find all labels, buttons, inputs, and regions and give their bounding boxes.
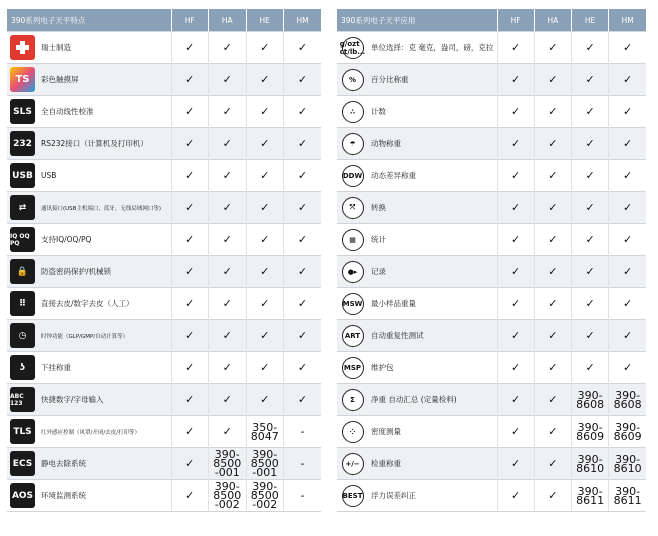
- counting-icon: [340, 99, 365, 124]
- check-mark: ✓: [209, 320, 247, 352]
- availability-cell: -: [284, 416, 322, 448]
- density-icon: [340, 419, 365, 444]
- check-mark: ✓: [284, 64, 322, 96]
- feature-label: 净重 自动汇总 (定量检料): [371, 395, 457, 404]
- feature-label: 红外感应控制（风罩/开闭/去皮/打印等）: [41, 429, 141, 436]
- check-mark: ✓: [534, 256, 571, 288]
- check-mark: ✓: [246, 352, 284, 384]
- sigma-icon: [340, 387, 365, 412]
- check-mark: ✓: [609, 224, 646, 256]
- check-mark: ✓: [246, 224, 284, 256]
- animal-icon-glyph: ☂: [342, 133, 364, 155]
- check-mark: ✓: [534, 192, 571, 224]
- feature-cell: [337, 384, 497, 416]
- units-icon: [340, 35, 365, 60]
- feature-label: 支持IQ/OQ/PQ: [41, 235, 92, 244]
- table-row: [7, 32, 321, 64]
- table-row: [7, 64, 321, 96]
- check-mark: ✓: [171, 448, 209, 480]
- check-mark: ✓: [497, 160, 534, 192]
- alphanumeric-icon: ABC 123: [10, 387, 35, 412]
- aos-icon: AOS: [10, 483, 35, 508]
- check-mark: ✓: [171, 480, 209, 512]
- feature-cell: [337, 192, 497, 224]
- ecs-icon: ECS: [10, 451, 35, 476]
- feature-cell: [7, 192, 171, 224]
- check-mark: ✓: [572, 96, 609, 128]
- check-mark: ✓: [534, 352, 571, 384]
- density-icon-glyph: ⁘: [342, 421, 364, 443]
- check-mark: ✓: [246, 128, 284, 160]
- feature-cell: [337, 480, 497, 512]
- check-mark: ✓: [497, 288, 534, 320]
- check-mark: ✓: [284, 256, 322, 288]
- record-icon-glyph: ●▸: [342, 261, 364, 283]
- plus-minus-icon: [340, 451, 365, 476]
- plus-minus-icon-glyph: +/−: [342, 453, 364, 475]
- percent-icon-glyph: %: [342, 69, 364, 91]
- statistics-icon: [340, 227, 365, 252]
- feature-cell: [337, 320, 497, 352]
- feature-cell: [337, 448, 497, 480]
- check-mark: ✓: [534, 64, 571, 96]
- check-mark: ✓: [534, 32, 571, 64]
- convert-icon: [340, 195, 365, 220]
- check-mark: ✓: [171, 192, 209, 224]
- feature-label: 通讯接口(USB主机端口，蓝牙，无线局域网口等): [41, 205, 162, 212]
- feature-cell: [7, 96, 171, 128]
- feature-cell: [7, 384, 171, 416]
- ddw-icon: [340, 163, 365, 188]
- feature-cell: [337, 128, 497, 160]
- availability-cell: 390-8608: [572, 384, 609, 416]
- check-mark: ✓: [534, 448, 571, 480]
- feature-label: RS232接口（计算机及打印机）: [41, 139, 148, 148]
- applications-title: 390系列电子天平应用: [337, 9, 497, 32]
- table-row: [337, 192, 646, 224]
- feature-cell: [337, 352, 497, 384]
- check-mark: ✓: [534, 480, 571, 512]
- check-mark: ✓: [497, 32, 534, 64]
- check-mark: ✓: [209, 192, 247, 224]
- check-mark: ✓: [497, 352, 534, 384]
- features-table: [7, 9, 321, 512]
- check-mark: ✓: [497, 320, 534, 352]
- check-mark: ✓: [284, 32, 322, 64]
- check-mark: ✓: [497, 192, 534, 224]
- table-row: [7, 416, 321, 448]
- check-mark: ✓: [209, 224, 247, 256]
- counting-icon-glyph: ∴: [342, 101, 364, 123]
- feature-label: 单位选择：克 毫克，盎司，磅，克拉: [371, 43, 494, 52]
- feature-cell: [7, 320, 171, 352]
- check-mark: ✓: [209, 128, 247, 160]
- feature-label: 最小样品重量: [371, 299, 416, 308]
- feature-cell: [337, 64, 497, 96]
- availability-cell: 390-8610: [609, 448, 646, 480]
- table-row: [7, 160, 321, 192]
- table-row: [337, 352, 646, 384]
- table-row: [7, 448, 321, 480]
- table-row: [337, 224, 646, 256]
- check-mark: ✓: [609, 256, 646, 288]
- col-ha: HA: [209, 9, 247, 32]
- table-row: [337, 128, 646, 160]
- check-mark: ✓: [209, 256, 247, 288]
- feature-cell: [337, 160, 497, 192]
- col-hf: HF: [497, 9, 534, 32]
- check-mark: ✓: [171, 256, 209, 288]
- check-mark: ✓: [171, 224, 209, 256]
- feature-label: 全自动线性校准: [41, 107, 94, 116]
- best-icon: [340, 483, 365, 508]
- check-mark: ✓: [209, 352, 247, 384]
- feature-cell: [7, 416, 171, 448]
- feature-label: 动态差异称重: [371, 171, 416, 180]
- col-ha: HA: [534, 9, 571, 32]
- feature-cell: [7, 288, 171, 320]
- msw-icon-glyph: MSW: [342, 293, 364, 315]
- check-mark: ✓: [284, 288, 322, 320]
- check-mark: ✓: [609, 288, 646, 320]
- feature-label: 下挂称重: [41, 363, 71, 372]
- feature-label: 动物称重: [371, 139, 401, 148]
- art-icon-glyph: ART: [342, 325, 364, 347]
- msw-icon: [340, 291, 365, 316]
- iq-oq-pq-icon: IQ OQ PQ: [10, 227, 35, 252]
- check-mark: ✓: [534, 96, 571, 128]
- availability-cell: -: [284, 448, 322, 480]
- check-mark: ✓: [534, 224, 571, 256]
- feature-cell: [7, 256, 171, 288]
- check-mark: ✓: [246, 320, 284, 352]
- table-row: [7, 192, 321, 224]
- feature-label: USB: [41, 171, 57, 180]
- check-mark: ✓: [609, 32, 646, 64]
- applications-header-row: [337, 9, 646, 32]
- table-row: [7, 384, 321, 416]
- check-mark: ✓: [534, 416, 571, 448]
- check-mark: ✓: [572, 224, 609, 256]
- check-mark: ✓: [209, 416, 247, 448]
- feature-label: 瑞士制造: [41, 43, 71, 52]
- col-hf: HF: [171, 9, 209, 32]
- table-row: [7, 224, 321, 256]
- check-mark: ✓: [284, 160, 322, 192]
- check-mark: ✓: [246, 192, 284, 224]
- check-mark: ✓: [171, 352, 209, 384]
- feature-label: 密度测量: [371, 427, 401, 436]
- check-mark: ✓: [209, 288, 247, 320]
- check-mark: ✓: [246, 160, 284, 192]
- availability-cell: 390-8500 -002: [209, 480, 247, 512]
- availability-cell: 390-8608: [609, 384, 646, 416]
- check-mark: ✓: [572, 32, 609, 64]
- check-mark: ✓: [534, 384, 571, 416]
- check-mark: ✓: [284, 128, 322, 160]
- check-mark: ✓: [497, 128, 534, 160]
- table-row: [7, 480, 321, 512]
- check-mark: ✓: [572, 192, 609, 224]
- check-mark: ✓: [171, 384, 209, 416]
- check-mark: ✓: [284, 384, 322, 416]
- feature-label: 记录: [371, 267, 386, 276]
- check-mark: ✓: [609, 64, 646, 96]
- table-row: [337, 64, 646, 96]
- keypad-icon: ⠿: [10, 291, 35, 316]
- check-mark: ✓: [609, 192, 646, 224]
- col-hm: HM: [609, 9, 646, 32]
- feature-cell: [7, 32, 171, 64]
- lock-icon: 🔒: [10, 259, 35, 284]
- check-mark: ✓: [572, 320, 609, 352]
- availability-cell: 390-8500 -001: [209, 448, 247, 480]
- check-mark: ✓: [572, 160, 609, 192]
- check-mark: ✓: [572, 352, 609, 384]
- check-mark: ✓: [284, 320, 322, 352]
- check-mark: ✓: [246, 288, 284, 320]
- check-mark: ✓: [246, 384, 284, 416]
- clock-icon: ◷: [10, 323, 35, 348]
- check-mark: ✓: [497, 96, 534, 128]
- table-row: [337, 32, 646, 64]
- check-mark: ✓: [171, 320, 209, 352]
- msp-icon-glyph: MSP: [342, 357, 364, 379]
- usb-icon: USB: [10, 163, 35, 188]
- check-mark: ✓: [246, 32, 284, 64]
- check-mark: ✓: [171, 288, 209, 320]
- check-mark: ✓: [209, 384, 247, 416]
- availability-cell: 390-8611: [609, 480, 646, 512]
- below-hook-icon: ʖ: [10, 355, 35, 380]
- check-mark: ✓: [497, 448, 534, 480]
- feature-cell: [337, 32, 497, 64]
- check-mark: ✓: [171, 416, 209, 448]
- check-mark: ✓: [284, 192, 322, 224]
- feature-label: 检重称重: [371, 459, 401, 468]
- check-mark: ✓: [609, 320, 646, 352]
- best-icon-glyph: BEST: [342, 485, 364, 507]
- art-icon: [340, 323, 365, 348]
- feature-cell: [337, 256, 497, 288]
- availability-cell: 390-8610: [572, 448, 609, 480]
- table-row: [337, 384, 646, 416]
- check-mark: ✓: [609, 352, 646, 384]
- check-mark: ✓: [284, 96, 322, 128]
- feature-label: 百分比称重: [371, 75, 409, 84]
- feature-label: 统计: [371, 235, 386, 244]
- feature-cell: [7, 128, 171, 160]
- availability-cell: -: [284, 480, 322, 512]
- units-icon-glyph: g/ozt ct/lb...: [342, 37, 364, 59]
- check-mark: ✓: [572, 256, 609, 288]
- feature-label: 计数: [371, 107, 386, 116]
- feature-cell: [7, 160, 171, 192]
- animal-icon: [340, 131, 365, 156]
- check-mark: ✓: [209, 32, 247, 64]
- feature-cell: [337, 288, 497, 320]
- table-row: [337, 160, 646, 192]
- check-mark: ✓: [284, 224, 322, 256]
- feature-label: 防盗密码保护/机械锁: [41, 267, 112, 276]
- availability-cell: 390-8611: [572, 480, 609, 512]
- feature-label: 直接去皮/数字去皮（人工）: [41, 299, 134, 308]
- feature-cell: [7, 352, 171, 384]
- availability-cell: 390-8500 -001: [246, 448, 284, 480]
- convert-icon-glyph: ⤲: [342, 197, 364, 219]
- msp-icon: [340, 355, 365, 380]
- sigma-icon-glyph: Σ: [342, 389, 364, 411]
- feature-cell: [337, 416, 497, 448]
- table-row: [7, 256, 321, 288]
- check-mark: ✓: [171, 64, 209, 96]
- features-title: 390系列电子天平特点: [7, 9, 171, 32]
- check-mark: ✓: [572, 64, 609, 96]
- table-row: [7, 96, 321, 128]
- feature-cell: [7, 64, 171, 96]
- statistics-icon-glyph: ▦: [342, 229, 364, 251]
- check-mark: ✓: [572, 128, 609, 160]
- check-mark: ✓: [209, 160, 247, 192]
- col-hm: HM: [284, 9, 322, 32]
- availability-cell: 390-8609: [572, 416, 609, 448]
- feature-label: 转换: [371, 203, 386, 212]
- table-row: [337, 320, 646, 352]
- table-row: [337, 96, 646, 128]
- availability-cell: 350-8047: [246, 416, 284, 448]
- check-mark: ✓: [497, 480, 534, 512]
- table-row: [7, 288, 321, 320]
- check-mark: ✓: [171, 96, 209, 128]
- check-mark: ✓: [171, 160, 209, 192]
- interface-arrows-icon: ⇄: [10, 195, 35, 220]
- ddw-icon-glyph: DDW: [342, 165, 364, 187]
- check-mark: ✓: [209, 64, 247, 96]
- feature-label: 静电去除系统: [41, 459, 86, 468]
- table-row: [337, 256, 646, 288]
- check-mark: ✓: [609, 128, 646, 160]
- record-icon: [340, 259, 365, 284]
- check-mark: ✓: [209, 96, 247, 128]
- tls-icon: TLS: [10, 419, 35, 444]
- check-mark: ✓: [572, 288, 609, 320]
- check-mark: ✓: [497, 384, 534, 416]
- check-mark: ✓: [171, 32, 209, 64]
- feature-label: 时钟功能（GLP/GMP/自动计算等）: [41, 333, 129, 340]
- feature-label: 浮力误差纠正: [371, 491, 416, 500]
- check-mark: ✓: [284, 352, 322, 384]
- sls-icon: SLS: [10, 99, 35, 124]
- feature-label: 彩色触摸屏: [41, 75, 79, 84]
- colour-ts-icon: TS: [10, 67, 35, 92]
- check-mark: ✓: [246, 256, 284, 288]
- feature-label: 维护包: [371, 363, 394, 372]
- check-mark: ✓: [534, 288, 571, 320]
- check-mark: ✓: [497, 416, 534, 448]
- check-mark: ✓: [171, 128, 209, 160]
- swiss-cross-icon: [10, 35, 35, 60]
- percent-icon: [340, 67, 365, 92]
- check-mark: ✓: [534, 160, 571, 192]
- check-mark: ✓: [497, 64, 534, 96]
- col-he: HE: [246, 9, 284, 32]
- table-row: [337, 416, 646, 448]
- table-row: [337, 480, 646, 512]
- check-mark: ✓: [246, 96, 284, 128]
- check-mark: ✓: [246, 64, 284, 96]
- col-he: HE: [572, 9, 609, 32]
- feature-label: 快捷数字/字母输入: [41, 395, 104, 404]
- check-mark: ✓: [497, 224, 534, 256]
- feature-label: 环境监测系统: [41, 491, 86, 500]
- check-mark: ✓: [609, 160, 646, 192]
- availability-cell: 390-8609: [609, 416, 646, 448]
- applications-table: [337, 9, 646, 512]
- table-row: [7, 320, 321, 352]
- check-mark: ✓: [497, 256, 534, 288]
- feature-cell: [7, 480, 171, 512]
- check-mark: ✓: [609, 96, 646, 128]
- table-row: [7, 352, 321, 384]
- feature-cell: [7, 448, 171, 480]
- table-row: [337, 288, 646, 320]
- table-row: [7, 128, 321, 160]
- table-row: [337, 448, 646, 480]
- feature-cell: [337, 224, 497, 256]
- features-header-row: [7, 9, 321, 32]
- availability-cell: 390-8500 -002: [246, 480, 284, 512]
- feature-cell: [337, 96, 497, 128]
- feature-cell: [7, 224, 171, 256]
- rs232-icon: 232: [10, 131, 35, 156]
- check-mark: ✓: [534, 128, 571, 160]
- check-mark: ✓: [534, 320, 571, 352]
- feature-label: 自动重复性测试: [371, 331, 424, 340]
